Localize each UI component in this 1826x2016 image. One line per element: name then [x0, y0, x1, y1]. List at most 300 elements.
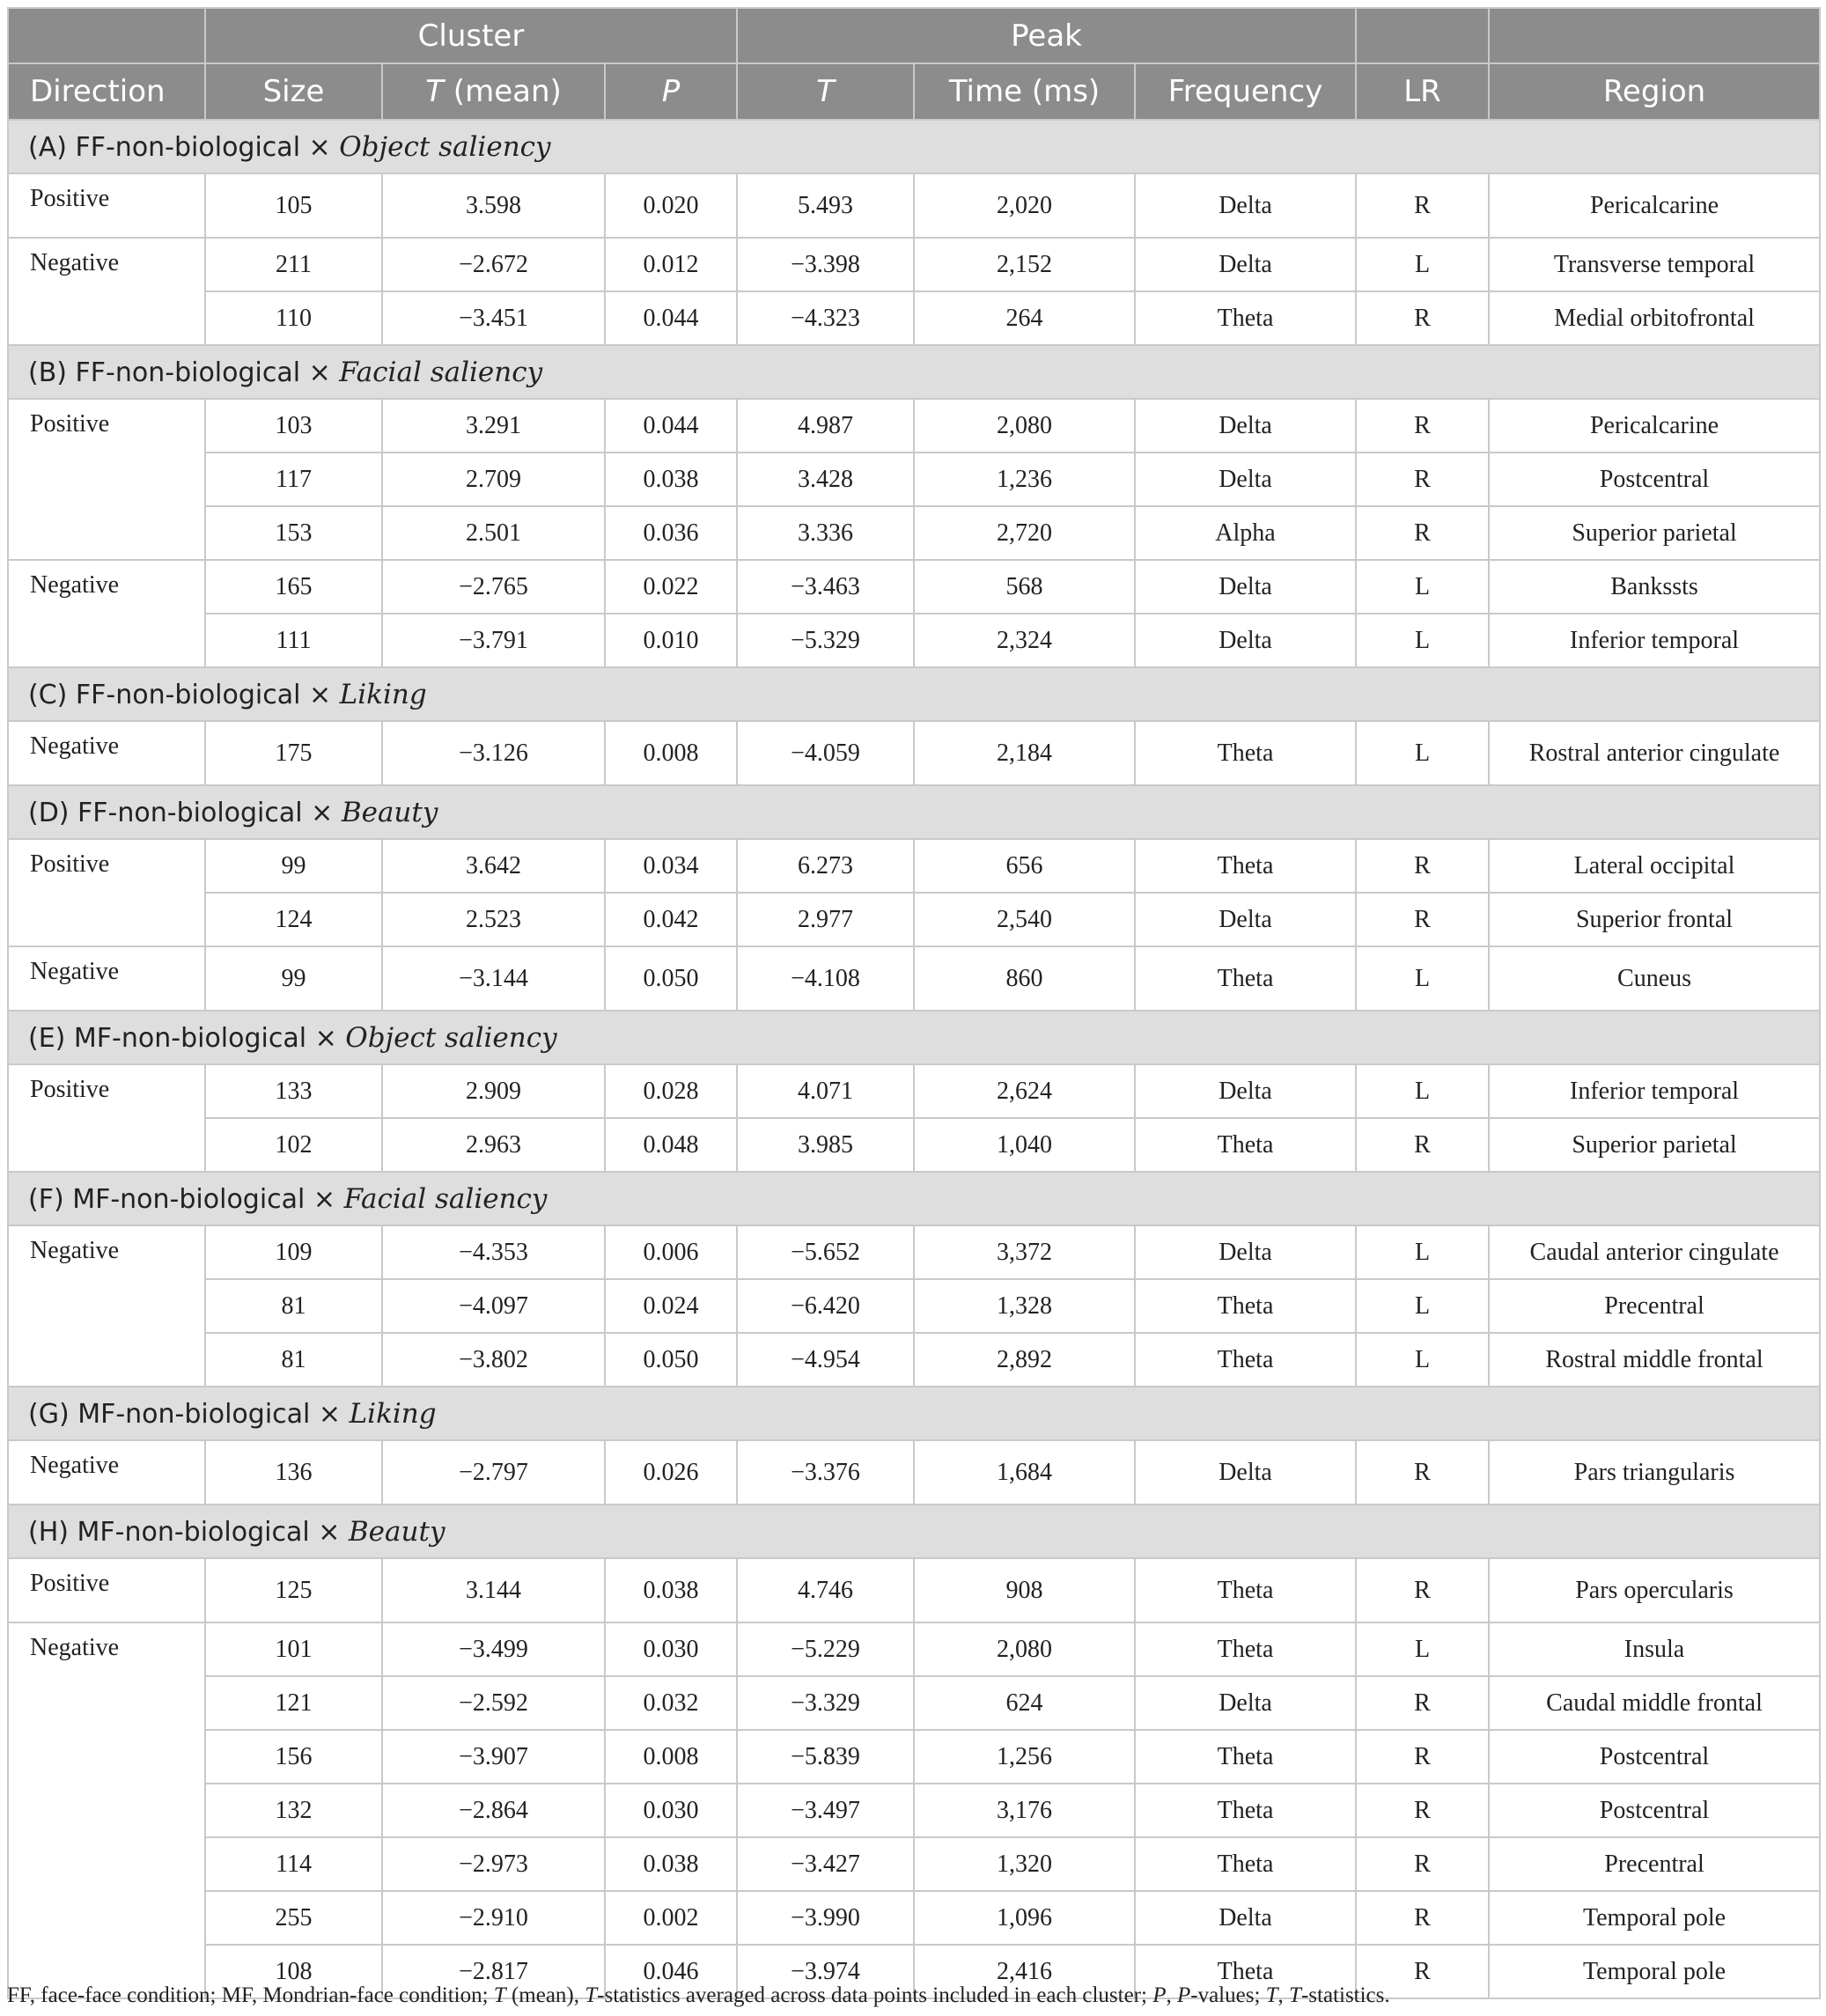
cell-lr: R: [1356, 173, 1489, 238]
cell-direction: Positive: [8, 1064, 205, 1172]
table-row: [8, 1279, 1820, 1333]
cell-peak-t: −4.323: [737, 291, 914, 345]
section-label: (G) MF-non-biological ×: [28, 1398, 350, 1430]
cell-frequency: Theta: [1135, 1118, 1356, 1172]
cell-time: 264: [914, 291, 1135, 345]
cell-region: Precentral: [1489, 1279, 1820, 1333]
footnote-text: -statistics.: [1300, 1983, 1390, 2007]
footnote-variable: T: [1265, 1983, 1278, 2007]
cell-t-mean: 2.523: [382, 893, 605, 946]
section-label: (B) FF-non-biological ×: [28, 357, 340, 388]
cell-frequency: Delta: [1135, 1064, 1356, 1118]
cell-region: Pars triangularis: [1489, 1440, 1820, 1505]
section-label: (A) FF-non-biological ×: [28, 131, 340, 163]
cell-size: 111: [205, 614, 382, 667]
cell-time: 1,236: [914, 452, 1135, 506]
cell-region: Postcentral: [1489, 1784, 1820, 1837]
cell-t-mean: 2.501: [382, 506, 605, 560]
cell-size: 105: [205, 173, 382, 238]
cell-region: Rostral middle frontal: [1489, 1333, 1820, 1387]
table-row: [8, 614, 1820, 667]
table-row: [8, 238, 1820, 291]
header-blank-lr: [1356, 8, 1489, 63]
section-title: [8, 785, 1820, 839]
cell-t-mean: −4.353: [382, 1225, 605, 1279]
cell-t-mean: −3.451: [382, 291, 605, 345]
cell-size: 156: [205, 1730, 382, 1784]
cell-p: 0.002: [605, 1891, 737, 1945]
cell-frequency: Delta: [1135, 1891, 1356, 1945]
section-label: (C) FF-non-biological ×: [28, 679, 340, 710]
cell-peak-t: 4.987: [737, 399, 914, 452]
cell-size: 153: [205, 506, 382, 560]
cell-size: 255: [205, 1891, 382, 1945]
cell-p: 0.012: [605, 238, 737, 291]
column-header-lr: LR: [1356, 63, 1489, 120]
cell-peak-t: −3.463: [737, 560, 914, 614]
cell-p: 0.044: [605, 291, 737, 345]
section-header-row: [8, 1011, 1820, 1064]
cell-time: 568: [914, 560, 1135, 614]
column-header-region: Region: [1489, 63, 1820, 120]
cell-direction: Positive: [8, 1558, 205, 1622]
cell-direction: Negative: [8, 238, 205, 345]
cell-region: Inferior temporal: [1489, 1064, 1820, 1118]
results-table-container: [7, 7, 1819, 1999]
cell-peak-t: −5.229: [737, 1622, 914, 1676]
cell-lr: R: [1356, 839, 1489, 893]
cell-lr: R: [1356, 291, 1489, 345]
section-title: [8, 1011, 1820, 1064]
cell-t-mean: −2.973: [382, 1837, 605, 1891]
cell-lr: L: [1356, 1064, 1489, 1118]
section-header-row: [8, 120, 1820, 173]
cell-frequency: Theta: [1135, 1837, 1356, 1891]
section-header-row: [8, 1387, 1820, 1440]
table-row: [8, 291, 1820, 345]
cell-t-mean: −2.797: [382, 1440, 605, 1505]
header-blank-region: [1489, 8, 1820, 63]
footnote-text: -values;: [1190, 1983, 1266, 2007]
cell-frequency: Delta: [1135, 399, 1356, 452]
footnote-text: FF, face-face condition; MF, Mondrian-face condition;: [7, 1983, 494, 2007]
cell-p: 0.020: [605, 173, 737, 238]
cell-t-mean: 3.642: [382, 839, 605, 893]
header-peak: Peak: [737, 8, 1356, 63]
cell-lr: R: [1356, 1676, 1489, 1730]
cell-size: 121: [205, 1676, 382, 1730]
table-row: [8, 1118, 1820, 1172]
t-mean-variable: T: [425, 74, 444, 109]
cell-p: 0.028: [605, 1064, 737, 1118]
table-row: [8, 1730, 1820, 1784]
cell-size: 165: [205, 560, 382, 614]
cell-frequency: Theta: [1135, 1622, 1356, 1676]
cell-frequency: Theta: [1135, 1784, 1356, 1837]
cell-t-mean: −3.144: [382, 946, 605, 1011]
cell-frequency: Delta: [1135, 173, 1356, 238]
cell-lr: R: [1356, 1784, 1489, 1837]
results-table: [7, 7, 1821, 1999]
footnote-variable: P: [1176, 1983, 1191, 2007]
cell-p: 0.038: [605, 1837, 737, 1891]
section-label: (H) MF-non-biological ×: [28, 1516, 349, 1548]
section-header-row: [8, 785, 1820, 839]
cell-lr: R: [1356, 1891, 1489, 1945]
cell-size: 103: [205, 399, 382, 452]
cell-region: Superior frontal: [1489, 893, 1820, 946]
table-row: [8, 1784, 1820, 1837]
cell-lr: L: [1356, 560, 1489, 614]
cell-direction: Negative: [8, 1440, 205, 1505]
cell-peak-t: −5.839: [737, 1730, 914, 1784]
cell-size: 99: [205, 839, 382, 893]
cell-t-mean: −3.499: [382, 1622, 605, 1676]
cell-t-mean: −3.791: [382, 614, 605, 667]
footnote-text: ,: [1277, 1983, 1290, 2007]
cell-t-mean: −3.907: [382, 1730, 605, 1784]
cell-peak-t: 6.273: [737, 839, 914, 893]
cell-p: 0.048: [605, 1118, 737, 1172]
cell-frequency: Delta: [1135, 1440, 1356, 1505]
cell-size: 124: [205, 893, 382, 946]
cell-peak-t: −3.497: [737, 1784, 914, 1837]
cell-frequency: Theta: [1135, 1558, 1356, 1622]
cell-p: 0.010: [605, 614, 737, 667]
cell-direction: Negative: [8, 946, 205, 1011]
cell-t-mean: −2.765: [382, 560, 605, 614]
section-variable: Liking: [349, 1397, 437, 1430]
cell-lr: L: [1356, 1333, 1489, 1387]
cell-time: 1,320: [914, 1837, 1135, 1891]
section-header-row: [8, 1172, 1820, 1225]
footnote-text: ,: [1166, 1983, 1177, 2007]
cell-lr: R: [1356, 893, 1489, 946]
cell-region: Pericalcarine: [1489, 173, 1820, 238]
cell-t-mean: 3.598: [382, 173, 605, 238]
cell-region: Medial orbitofrontal: [1489, 291, 1820, 345]
cell-peak-t: −3.427: [737, 1837, 914, 1891]
cell-lr: L: [1356, 1622, 1489, 1676]
cell-time: 2,720: [914, 506, 1135, 560]
section-title: [8, 1387, 1820, 1440]
section-label: (D) FF-non-biological ×: [28, 797, 342, 828]
cell-peak-t: 2.977: [737, 893, 914, 946]
cell-p: 0.042: [605, 893, 737, 946]
section-variable: Liking: [339, 678, 427, 710]
cell-size: 109: [205, 1225, 382, 1279]
cell-size: 101: [205, 1622, 382, 1676]
cell-p: 0.044: [605, 399, 737, 452]
cell-frequency: Theta: [1135, 1279, 1356, 1333]
cell-time: 2,540: [914, 893, 1135, 946]
cell-lr: R: [1356, 1558, 1489, 1622]
section-variable: Beauty: [341, 796, 438, 828]
cell-peak-t: −6.420: [737, 1279, 914, 1333]
cell-lr: L: [1356, 721, 1489, 785]
column-header-direction: Direction: [8, 63, 205, 120]
cell-time: 2,624: [914, 1064, 1135, 1118]
cell-size: 175: [205, 721, 382, 785]
cell-lr: R: [1356, 506, 1489, 560]
header-cluster: Cluster: [205, 8, 737, 63]
cell-time: 624: [914, 1676, 1135, 1730]
cell-direction: Negative: [8, 560, 205, 667]
table-body: [8, 120, 1820, 1998]
cell-region: Caudal anterior cingulate: [1489, 1225, 1820, 1279]
table-row: [8, 1225, 1820, 1279]
cell-t-mean: −2.910: [382, 1891, 605, 1945]
cell-peak-t: 3.428: [737, 452, 914, 506]
cell-region: Temporal pole: [1489, 1891, 1820, 1945]
cell-t-mean: −3.802: [382, 1333, 605, 1387]
cell-frequency: Delta: [1135, 1225, 1356, 1279]
cell-lr: R: [1356, 1730, 1489, 1784]
section-header-row: [8, 667, 1820, 721]
cell-direction: Negative: [8, 1225, 205, 1387]
cell-peak-t: −3.398: [737, 238, 914, 291]
section-title: [8, 345, 1820, 399]
table-row: [8, 1333, 1820, 1387]
cell-size: 99: [205, 946, 382, 1011]
cell-p: 0.050: [605, 1333, 737, 1387]
cell-time: 2,080: [914, 1622, 1135, 1676]
cell-peak-t: 3.985: [737, 1118, 914, 1172]
header-blank-direction: [8, 8, 205, 63]
cell-peak-t: −4.954: [737, 1333, 914, 1387]
cell-t-mean: −2.864: [382, 1784, 605, 1837]
cell-region: Bankssts: [1489, 560, 1820, 614]
cell-time: 1,328: [914, 1279, 1135, 1333]
cell-region: Precentral: [1489, 1837, 1820, 1891]
table-row: [8, 173, 1820, 238]
cell-p: 0.036: [605, 506, 737, 560]
cell-p: 0.034: [605, 839, 737, 893]
cell-direction: Negative: [8, 1622, 205, 1998]
table-row: [8, 1440, 1820, 1505]
table-row: [8, 839, 1820, 893]
column-header-row: [8, 63, 1820, 120]
cell-lr: R: [1356, 399, 1489, 452]
cell-time: 1,096: [914, 1891, 1135, 1945]
column-header-frequency: Frequency: [1135, 63, 1356, 120]
cell-t-mean: −2.672: [382, 238, 605, 291]
section-title: [8, 120, 1820, 173]
cell-time: 2,324: [914, 614, 1135, 667]
section-variable: Facial saliency: [339, 356, 543, 388]
cell-p: 0.038: [605, 1558, 737, 1622]
cell-size: 108: [205, 1945, 382, 1998]
cell-peak-t: 4.746: [737, 1558, 914, 1622]
section-title: [8, 667, 1820, 721]
cell-time: 1,684: [914, 1440, 1135, 1505]
cell-lr: R: [1356, 1945, 1489, 1998]
cell-p: 0.008: [605, 721, 737, 785]
cell-frequency: Theta: [1135, 721, 1356, 785]
cell-time: 656: [914, 839, 1135, 893]
cell-size: 81: [205, 1333, 382, 1387]
cell-frequency: Theta: [1135, 1333, 1356, 1387]
cell-t-mean: 2.909: [382, 1064, 605, 1118]
cell-t-mean: −4.097: [382, 1279, 605, 1333]
table-row: [8, 1891, 1820, 1945]
section-variable: Object saliency: [345, 1021, 557, 1054]
cell-t-mean: 3.291: [382, 399, 605, 452]
cell-region: Superior parietal: [1489, 1118, 1820, 1172]
section-label: (F) MF-non-biological ×: [28, 1183, 344, 1215]
cell-time: 1,256: [914, 1730, 1135, 1784]
cell-time: 2,020: [914, 173, 1135, 238]
cell-p: 0.006: [605, 1225, 737, 1279]
cell-time: 908: [914, 1558, 1135, 1622]
cell-peak-t: 4.071: [737, 1064, 914, 1118]
section-variable: Facial saliency: [343, 1182, 548, 1215]
cell-lr: R: [1356, 1837, 1489, 1891]
cell-lr: R: [1356, 1440, 1489, 1505]
cell-lr: L: [1356, 1279, 1489, 1333]
column-header-time: Time (ms): [914, 63, 1135, 120]
cell-region: Pars opercularis: [1489, 1558, 1820, 1622]
cell-peak-t: −5.652: [737, 1225, 914, 1279]
cell-size: 102: [205, 1118, 382, 1172]
column-header-t-mean: [382, 63, 605, 120]
cell-lr: L: [1356, 238, 1489, 291]
cell-region: Superior parietal: [1489, 506, 1820, 560]
cell-frequency: Delta: [1135, 614, 1356, 667]
column-header-size: Size: [205, 63, 382, 120]
section-variable: Beauty: [348, 1515, 445, 1548]
cell-region: Postcentral: [1489, 1730, 1820, 1784]
cell-frequency: Delta: [1135, 560, 1356, 614]
table-header: [8, 8, 1820, 120]
table-row: [8, 506, 1820, 560]
cell-frequency: Delta: [1135, 1676, 1356, 1730]
cell-frequency: Theta: [1135, 1945, 1356, 1998]
cell-lr: R: [1356, 1118, 1489, 1172]
cell-region: Postcentral: [1489, 452, 1820, 506]
cell-region: Caudal middle frontal: [1489, 1676, 1820, 1730]
cell-time: 3,372: [914, 1225, 1135, 1279]
cell-t-mean: −3.126: [382, 721, 605, 785]
group-header-row: [8, 8, 1820, 63]
cell-region: Insula: [1489, 1622, 1820, 1676]
table-row: [8, 1558, 1820, 1622]
cell-time: 2,080: [914, 399, 1135, 452]
cell-p: 0.030: [605, 1784, 737, 1837]
cell-size: 125: [205, 1558, 382, 1622]
cell-peak-t: −4.059: [737, 721, 914, 785]
table-row: [8, 1837, 1820, 1891]
cell-size: 114: [205, 1837, 382, 1891]
section-header-row: [8, 345, 1820, 399]
t-mean-suffix: (mean): [444, 74, 562, 109]
cell-t-mean: −2.817: [382, 1945, 605, 1998]
cell-size: 136: [205, 1440, 382, 1505]
cell-size: 81: [205, 1279, 382, 1333]
cell-t-mean: 2.709: [382, 452, 605, 506]
footnote-variable: P: [1152, 1983, 1167, 2007]
table-row: [8, 1676, 1820, 1730]
cell-peak-t: −3.990: [737, 1891, 914, 1945]
cell-p: 0.022: [605, 560, 737, 614]
cell-p: 0.050: [605, 946, 737, 1011]
cell-frequency: Theta: [1135, 839, 1356, 893]
cell-direction: Positive: [8, 839, 205, 946]
table-row: [8, 1622, 1820, 1676]
cell-p: 0.046: [605, 1945, 737, 1998]
section-title: [8, 1505, 1820, 1558]
footnote-text: (mean),: [505, 1983, 585, 2007]
cell-size: 117: [205, 452, 382, 506]
cell-region: Temporal pole: [1489, 1945, 1820, 1998]
cell-t-mean: −2.592: [382, 1676, 605, 1730]
cell-peak-t: 3.336: [737, 506, 914, 560]
cell-frequency: Theta: [1135, 946, 1356, 1011]
cell-peak-t: 5.493: [737, 173, 914, 238]
cell-frequency: Delta: [1135, 893, 1356, 946]
cell-frequency: Delta: [1135, 238, 1356, 291]
cell-lr: L: [1356, 614, 1489, 667]
cell-region: Rostral anterior cingulate: [1489, 721, 1820, 785]
cell-direction: Positive: [8, 399, 205, 560]
table-row: [8, 893, 1820, 946]
cell-peak-t: −3.376: [737, 1440, 914, 1505]
cell-t-mean: 3.144: [382, 1558, 605, 1622]
table-row: [8, 946, 1820, 1011]
cell-time: 2,184: [914, 721, 1135, 785]
table-row: [8, 1064, 1820, 1118]
cell-p: 0.008: [605, 1730, 737, 1784]
cell-direction: Negative: [8, 721, 205, 785]
cell-peak-t: −4.108: [737, 946, 914, 1011]
cell-peak-t: −3.974: [737, 1945, 914, 1998]
cell-region: Pericalcarine: [1489, 399, 1820, 452]
cell-time: 1,040: [914, 1118, 1135, 1172]
cell-time: 860: [914, 946, 1135, 1011]
cell-p: 0.030: [605, 1622, 737, 1676]
cell-region: Lateral occipital: [1489, 839, 1820, 893]
cell-region: Inferior temporal: [1489, 614, 1820, 667]
cell-frequency: Alpha: [1135, 506, 1356, 560]
cell-time: 2,152: [914, 238, 1135, 291]
footnote-variable: T: [1289, 1983, 1301, 2007]
table-row: [8, 721, 1820, 785]
cell-frequency: Theta: [1135, 291, 1356, 345]
cell-frequency: Delta: [1135, 452, 1356, 506]
cell-region: Cuneus: [1489, 946, 1820, 1011]
cell-size: 211: [205, 238, 382, 291]
cell-p: 0.024: [605, 1279, 737, 1333]
cell-p: 0.032: [605, 1676, 737, 1730]
cell-lr: L: [1356, 1225, 1489, 1279]
cell-size: 133: [205, 1064, 382, 1118]
footnote-text: -statistics averaged across data points included in each cluster;: [597, 1983, 1153, 2007]
cell-region: Transverse temporal: [1489, 238, 1820, 291]
cell-size: 132: [205, 1784, 382, 1837]
table-row: [8, 452, 1820, 506]
cell-direction: Positive: [8, 173, 205, 238]
cell-time: 2,416: [914, 1945, 1135, 1998]
cell-p: 0.026: [605, 1440, 737, 1505]
cell-size: 110: [205, 291, 382, 345]
column-header-t: T: [737, 63, 914, 120]
table-footnote: [7, 1983, 1390, 2008]
cell-frequency: Theta: [1135, 1730, 1356, 1784]
column-header-p: P: [605, 63, 737, 120]
section-title: [8, 1172, 1820, 1225]
section-variable: Object saliency: [339, 130, 551, 163]
cell-peak-t: −5.329: [737, 614, 914, 667]
